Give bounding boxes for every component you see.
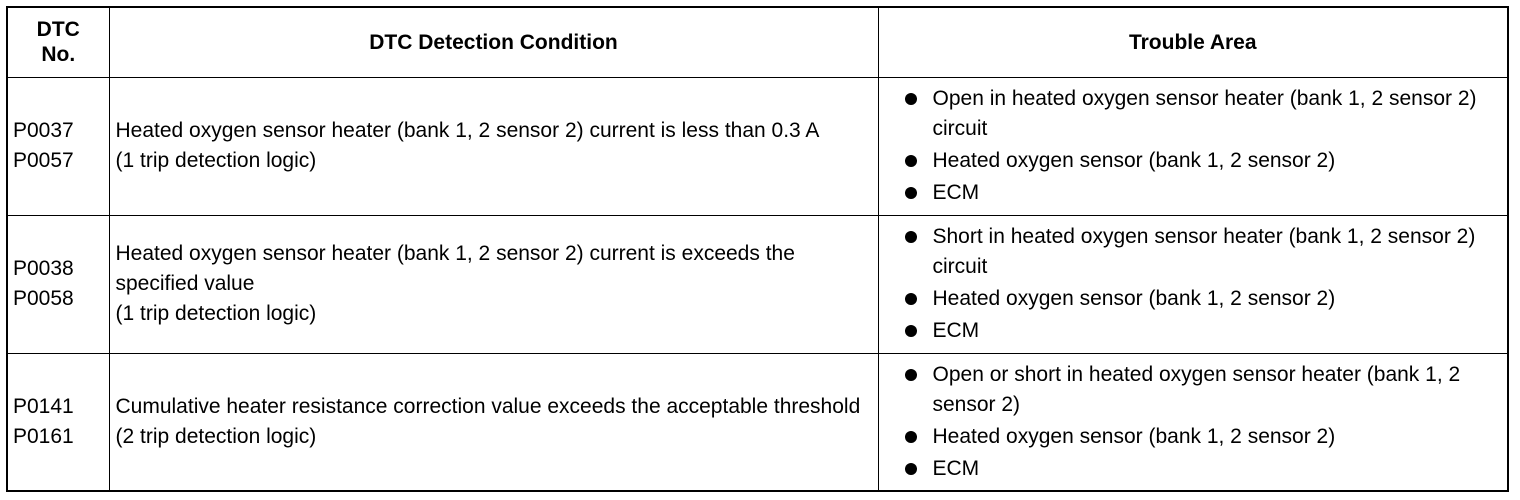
dtc-code: P0057 (13, 149, 74, 172)
header-trouble-area: Trouble Area (878, 7, 1508, 77)
trouble-item (905, 222, 1496, 282)
condition-logic: (1 trip detection logic) (115, 302, 317, 325)
trouble-item-text: Open or short in heated oxygen sensor heater (bank 1, 2 sensor 2) (932, 362, 1461, 416)
trouble-area-list (905, 222, 1496, 346)
trouble-area-cell (878, 215, 1508, 353)
trouble-item (905, 422, 1496, 452)
dtc-code: P0161 (13, 424, 74, 448)
trouble-item-text: Heated oxygen sensor (bank 1, 2 sensor 2) (932, 287, 1336, 310)
table-header-row (7, 7, 1508, 77)
dtc-code: P0037 (13, 119, 74, 142)
condition-logic: (1 trip detection logic) (115, 149, 317, 172)
dtc-code-cell (7, 353, 109, 491)
condition-text: Heated oxygen sensor heater (bank 1, 2 sensor 2) current is exceeds the specified value (115, 242, 795, 295)
table-row (7, 353, 1508, 491)
table-row (7, 77, 1508, 215)
trouble-item-text: Short in heated oxygen sensor heater (bank 1, 2 sensor 2) circuit (932, 225, 1476, 278)
trouble-item-text: ECM (932, 319, 980, 342)
dtc-code: P0058 (13, 287, 74, 310)
detection-condition-cell (109, 353, 878, 491)
trouble-item (905, 316, 1496, 346)
detection-condition-cell (109, 77, 878, 215)
bullet-icon (905, 463, 917, 475)
bullet-icon (905, 293, 917, 305)
dtc-code: P0141 (13, 394, 74, 418)
bullet-icon (905, 155, 917, 167)
condition-text: Cumulative heater resistance correction value exceeds the acceptable threshold (115, 394, 861, 418)
bullet-icon (905, 325, 917, 337)
trouble-area-cell (878, 77, 1508, 215)
trouble-area-list (905, 360, 1496, 484)
bullet-icon (905, 187, 917, 199)
bullet-icon (905, 431, 917, 443)
trouble-item-text: ECM (932, 456, 980, 480)
dtc-table (6, 6, 1509, 492)
trouble-item-text: ECM (932, 181, 980, 204)
detection-condition-cell (109, 215, 878, 353)
condition-text: Heated oxygen sensor heater (bank 1, 2 sensor 2) current is less than 0.3 A (115, 119, 820, 142)
dtc-code: P0038 (13, 257, 74, 280)
header-dtc-no (7, 7, 109, 77)
header-dtc-no-line2: No. (41, 43, 76, 67)
trouble-item (905, 178, 1496, 208)
trouble-area-cell (878, 353, 1508, 491)
trouble-item (905, 146, 1496, 176)
trouble-item (905, 454, 1496, 484)
trouble-item (905, 360, 1496, 420)
table-row (7, 215, 1508, 353)
header-detection-condition: DTC Detection Condition (109, 7, 878, 77)
dtc-code-cell (7, 215, 109, 353)
dtc-table-container (6, 6, 1507, 492)
bullet-icon (905, 369, 917, 381)
trouble-item-text: Open in heated oxygen sensor heater (bank 1, 2 sensor 2) circuit (932, 87, 1477, 140)
dtc-code-cell (7, 77, 109, 215)
trouble-item (905, 84, 1496, 144)
header-dtc-no-line1: DTC (36, 18, 80, 42)
trouble-item-text: Heated oxygen sensor (bank 1, 2 sensor 2) (932, 149, 1336, 172)
trouble-item (905, 284, 1496, 314)
bullet-icon (905, 93, 917, 105)
trouble-item-text: Heated oxygen sensor (bank 1, 2 sensor 2) (932, 424, 1336, 448)
trouble-area-list (905, 84, 1496, 208)
condition-logic: (2 trip detection logic) (115, 424, 317, 448)
bullet-icon (905, 231, 917, 243)
